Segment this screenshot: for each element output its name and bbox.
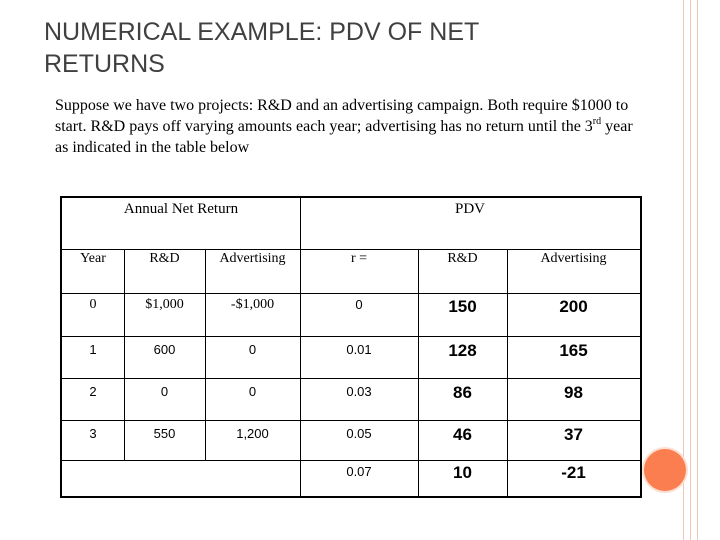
intro-text-part2: year as indicated in the table below xyxy=(55,118,633,156)
cell-pdv-advertising: 200 xyxy=(559,297,588,316)
cell-advertising: 1,200 xyxy=(236,426,269,441)
cell-pdv-rd: 150 xyxy=(448,297,477,316)
cell-rate: 0.05 xyxy=(346,426,372,441)
decorative-circle xyxy=(644,449,686,491)
cell-advertising: 0 xyxy=(248,384,257,399)
cell-rate: 0 xyxy=(355,297,363,312)
cell-rate: 0.01 xyxy=(346,342,372,357)
cell-rate: 0.07 xyxy=(346,464,372,479)
cell-pdv-advertising: 165 xyxy=(559,341,588,360)
table-divider xyxy=(62,293,640,294)
table-divider xyxy=(62,460,640,461)
cell-pdv-rd: 10 xyxy=(453,463,472,482)
cell-rate: 0.03 xyxy=(346,384,372,399)
cell-year: 2 xyxy=(89,384,97,399)
table-divider xyxy=(62,336,640,337)
intro-text-part1: Suppose we have two projects: R&D and an advertising campaign. Both require $1000 to start. R&D pays off varying amounts each year; advertising has no return until the 3 xyxy=(55,97,629,135)
group-header-pdv: PDV xyxy=(454,201,485,217)
col-header-rate: r = xyxy=(350,251,368,266)
table-divider xyxy=(62,378,640,379)
group-header-annual-net-return: Annual Net Return xyxy=(123,201,239,217)
cell-pdv-rd: 46 xyxy=(453,425,472,444)
cell-year: 1 xyxy=(89,342,97,357)
cell-rd: 0 xyxy=(160,384,169,399)
cell-pdv-rd: 128 xyxy=(448,341,477,360)
cell-rd: 550 xyxy=(153,426,176,441)
col-header-pdv-rd: R&D xyxy=(447,251,478,266)
cell-year: 0 xyxy=(89,297,97,312)
cell-pdv-advertising: 98 xyxy=(564,383,583,402)
slide-border-line xyxy=(690,0,691,540)
col-header-advertising: Advertising xyxy=(219,251,286,266)
col-header-year: Year xyxy=(80,251,106,266)
cell-advertising: 0 xyxy=(248,342,257,357)
cell-pdv-rd: 86 xyxy=(453,383,472,402)
cell-rd: 600 xyxy=(153,342,176,357)
cell-rd: $1,000 xyxy=(145,297,184,312)
col-header-pdv-advertising: Advertising xyxy=(540,251,607,266)
intro-text xyxy=(55,95,635,158)
cell-pdv-advertising: -21 xyxy=(561,463,586,482)
intro-superscript: rd xyxy=(592,116,602,127)
slide-border-line xyxy=(697,0,698,540)
col-header-rd: R&D xyxy=(149,251,180,266)
cell-advertising: -$1,000 xyxy=(230,297,275,312)
table-divider xyxy=(62,249,640,250)
table-divider xyxy=(62,420,640,421)
cell-pdv-advertising: 37 xyxy=(564,425,583,444)
cell-year: 3 xyxy=(89,426,97,441)
slide-title: NUMERICAL EXAMPLE: PDV OF NET RETURNS xyxy=(44,18,479,78)
